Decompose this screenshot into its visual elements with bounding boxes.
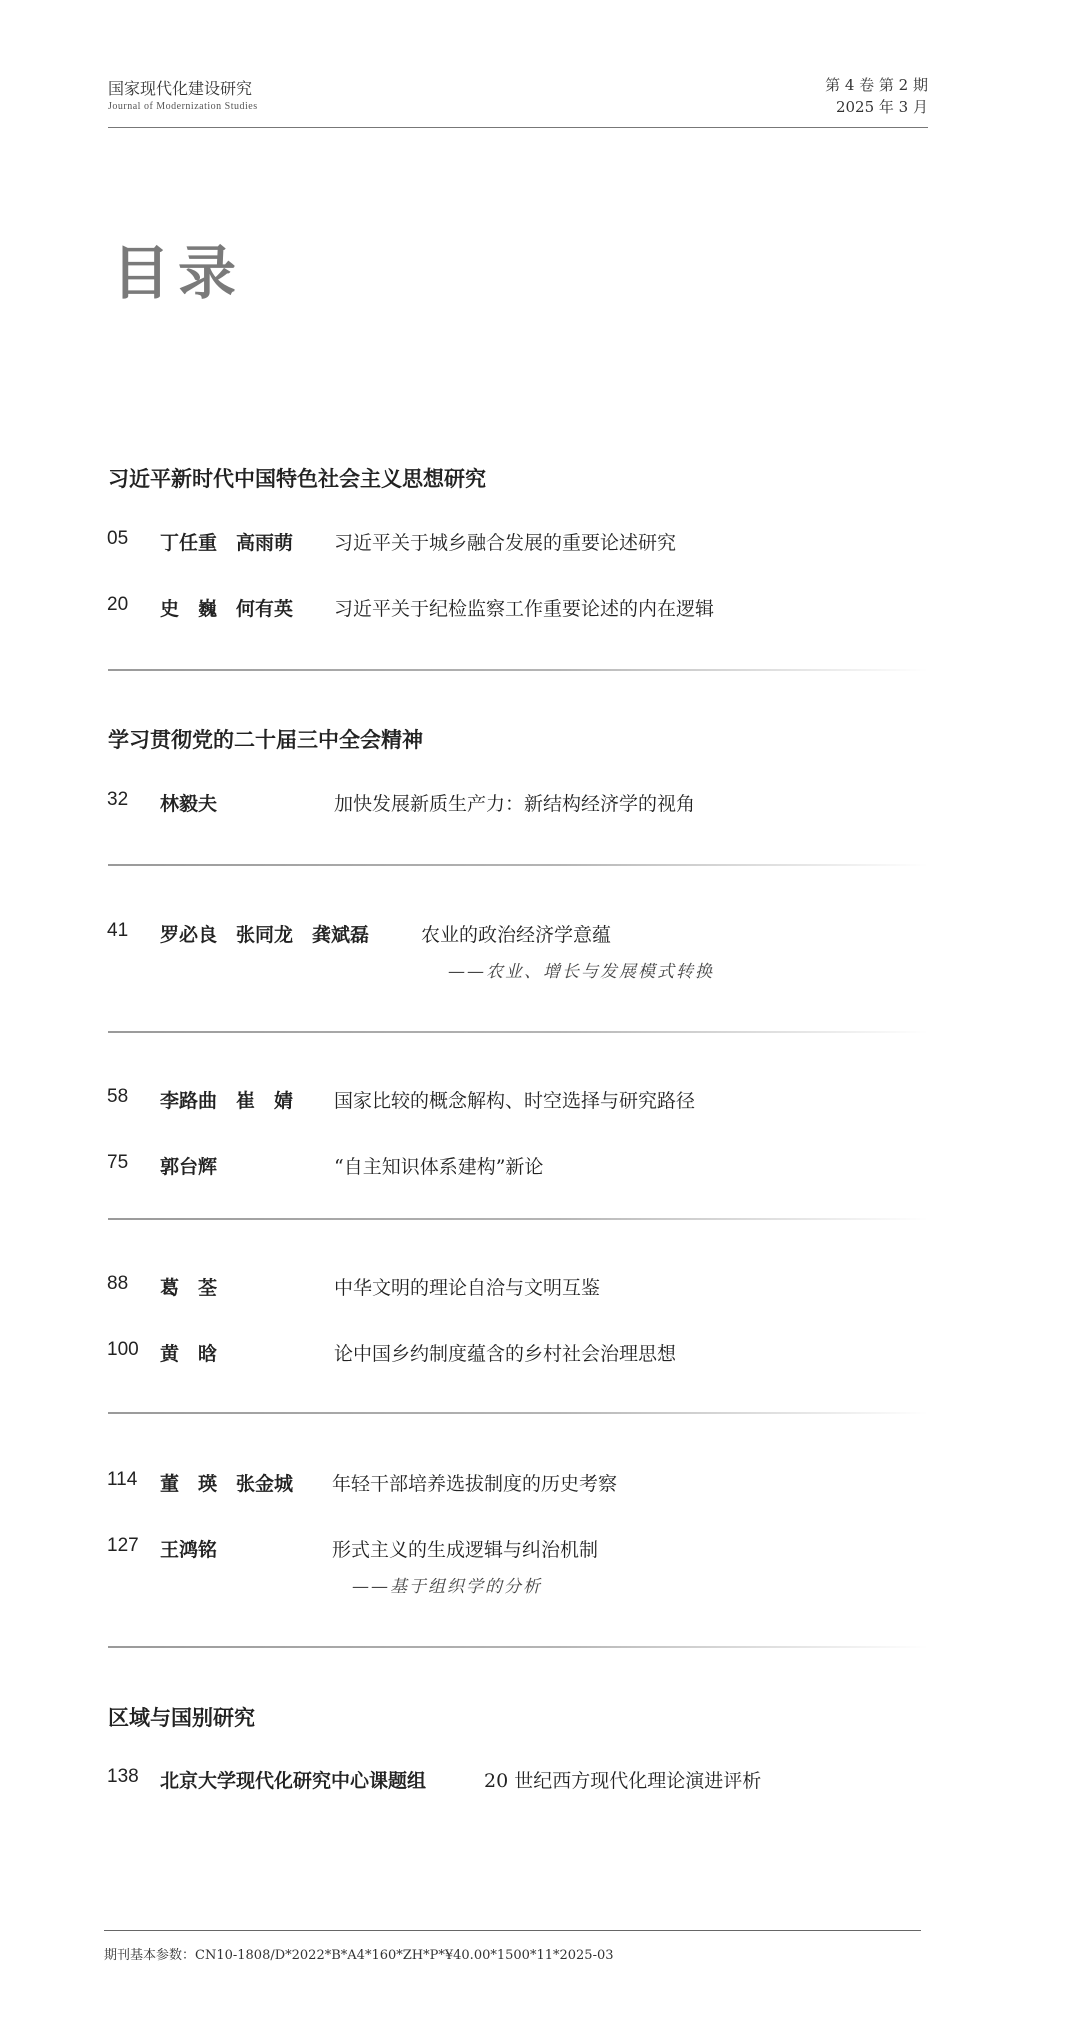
entry-title[interactable]: 国家比较的概念解构、时空选择与研究路径: [334, 1090, 696, 1112]
entry-page: 127: [107, 1535, 139, 1556]
divider: [108, 1031, 928, 1033]
entry-title[interactable]: 农业的政治经济学意蕴: [421, 924, 612, 946]
entry-authors: 丁任重 高雨萌: [160, 532, 294, 554]
entry-authors: 罗必良 张同龙 龚斌磊: [160, 924, 370, 946]
page-title: 目录: [112, 239, 245, 307]
entry-subtitle: ——农业、增长与发展模式转换: [448, 962, 714, 982]
entry-authors: 史 巍 何有英: [160, 598, 294, 620]
toc-entry[interactable]: [0, 789, 1080, 821]
entry-authors: 葛 荃: [160, 1277, 218, 1299]
section-title: 区域与国别研究: [108, 1706, 255, 1730]
divider: [108, 1646, 928, 1648]
issue-date: 2025 年 3 月: [835, 98, 928, 116]
entry-page: 05: [107, 528, 129, 549]
toc-entry[interactable]: [0, 1766, 1080, 1798]
entry-title[interactable]: 年轻干部培养选拔制度的历史考察: [332, 1473, 618, 1495]
entry-page: 20: [107, 594, 129, 615]
entry-authors: 董 瑛 张金城: [160, 1473, 294, 1495]
toc-entry[interactable]: [0, 920, 1080, 952]
entry-title[interactable]: 20 世纪西方现代化理论演进评析: [484, 1770, 762, 1792]
section-title: 学习贯彻党的二十届三中全会精神: [108, 728, 423, 752]
entry-page: 88: [107, 1273, 129, 1294]
toc-entry[interactable]: [0, 1273, 1080, 1305]
entry-page: 114: [107, 1469, 138, 1490]
entry-title[interactable]: 论中国乡约制度蕴含的乡村社会治理思想: [334, 1343, 677, 1365]
entry-page: 75: [107, 1152, 129, 1173]
entry-subtitle: ——基于组织学的分析: [352, 1577, 542, 1597]
divider: [108, 1218, 928, 1220]
divider: [108, 669, 928, 671]
section-title: 习近平新时代中国特色社会主义思想研究: [108, 467, 486, 491]
entry-title[interactable]: 习近平关于城乡融合发展的重要论述研究: [334, 532, 677, 554]
toc-entry[interactable]: [0, 1339, 1080, 1371]
journal-name: 国家现代化建设研究: [108, 79, 253, 98]
entry-page: 32: [107, 789, 129, 810]
entry-authors: 北京大学现代化研究中心课题组: [160, 1770, 427, 1792]
footer-parameters: 期刊基本参数：CN10-1808/D*2022*B*A4*160*ZH*P*¥40.00*1500*11*2025-03: [104, 1948, 614, 1963]
entry-title[interactable]: 习近平关于纪检监察工作重要论述的内在逻辑: [334, 598, 715, 620]
entry-authors: 王鸿铭: [160, 1539, 218, 1561]
journal-name-english: Journal of Modernization Studies: [108, 101, 258, 112]
entry-authors: 李路曲 崔 婧: [160, 1090, 294, 1112]
entry-authors: 黄 晗: [160, 1343, 218, 1365]
header-rule: [108, 127, 928, 128]
footer-rule: [104, 1930, 921, 1931]
entry-title[interactable]: 加快发展新质生产力：新结构经济学的视角: [334, 793, 696, 815]
toc-entry[interactable]: [0, 1535, 1080, 1567]
toc-entry[interactable]: [0, 528, 1080, 560]
toc-entry[interactable]: [0, 594, 1080, 626]
entry-page: 138: [107, 1766, 139, 1787]
toc-entry[interactable]: [0, 1086, 1080, 1118]
entry-page: 41: [107, 920, 129, 941]
entry-page: 58: [107, 1086, 129, 1107]
divider: [108, 864, 928, 866]
issue-number: 第 4 卷 第 2 期: [825, 76, 928, 94]
toc-entry[interactable]: [0, 1152, 1080, 1184]
entry-authors: 林毅夫: [160, 793, 218, 815]
entry-title[interactable]: 中华文明的理论自洽与文明互鉴: [334, 1277, 601, 1299]
entry-authors: 郭台辉: [160, 1156, 218, 1178]
entry-title[interactable]: “自主知识体系建构”新论: [334, 1156, 544, 1178]
divider: [108, 1412, 928, 1414]
toc-entry[interactable]: [0, 1469, 1080, 1501]
entry-title[interactable]: 形式主义的生成逻辑与纠治机制: [332, 1539, 599, 1561]
entry-page: 100: [107, 1339, 139, 1360]
